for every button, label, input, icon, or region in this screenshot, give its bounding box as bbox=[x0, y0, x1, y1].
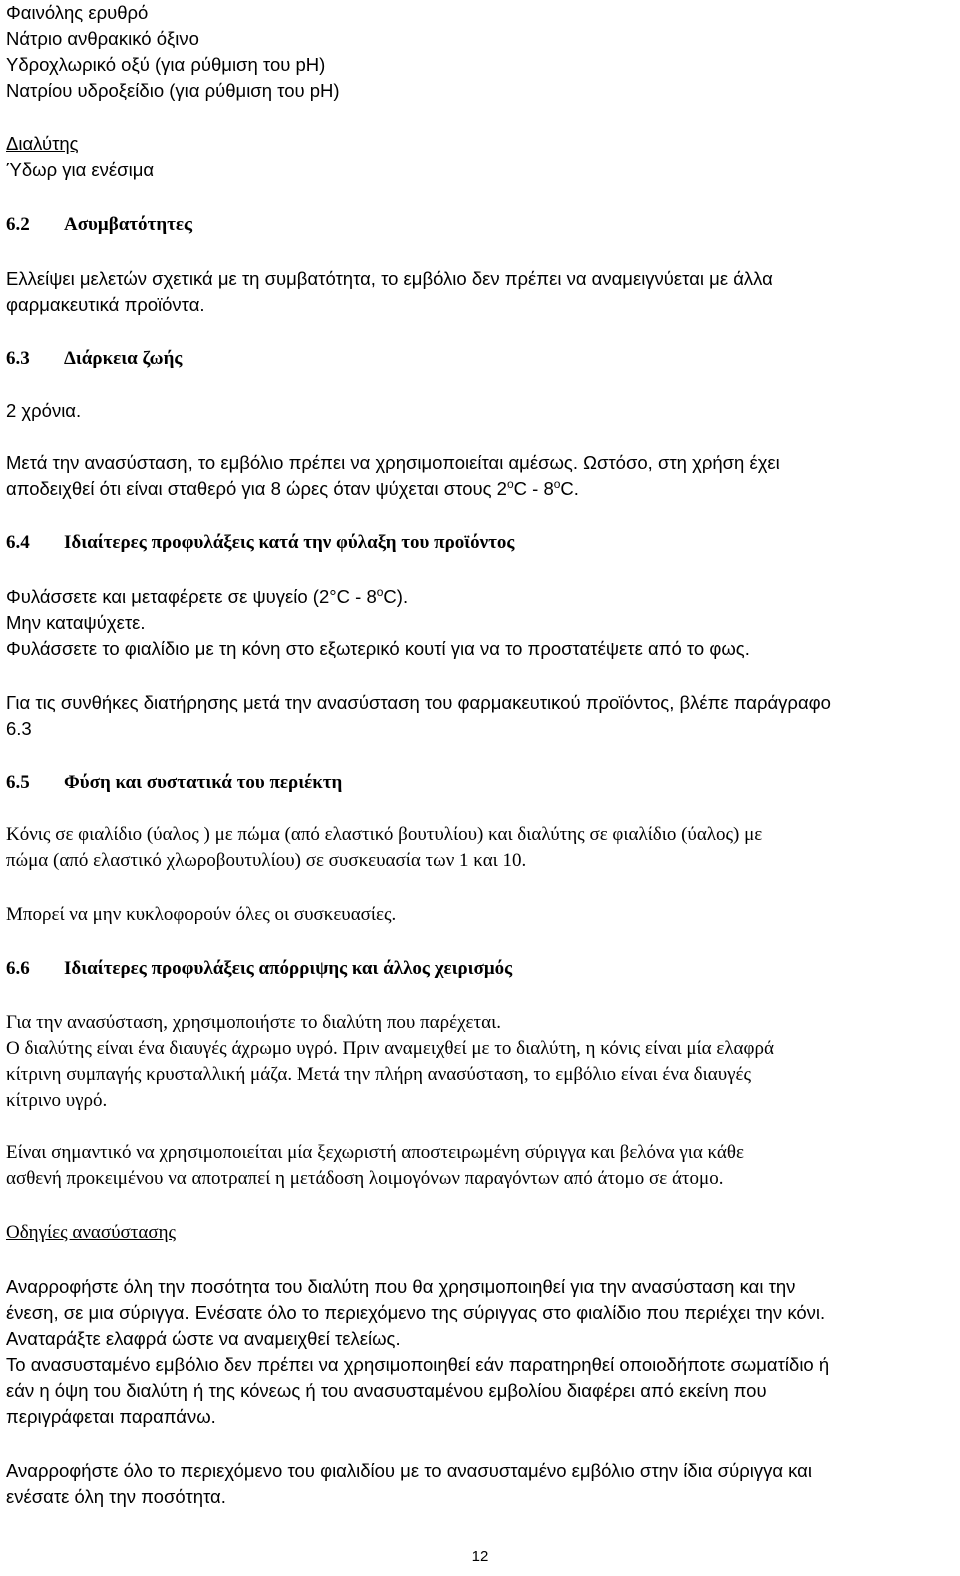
text-run: Φυλάσσετε και μεταφέρετε σε ψυγείο (2°C - 8 bbox=[6, 586, 377, 607]
paragraph-line: Είναι σημαντικό να χρησιμοποιείται μία ξεχωριστή αποστειρωμένη σύριγγα και βελόνα για κάθε bbox=[6, 1142, 744, 1163]
section-title: Διάρκεια ζωής bbox=[64, 348, 183, 369]
section-title: Ιδιαίτερες προφυλάξεις απόρριψης και άλλος χειρισμός bbox=[64, 958, 513, 979]
degree-sup: o bbox=[506, 476, 514, 491]
paragraph-line: 6.3 bbox=[6, 718, 32, 739]
section-title: Ιδιαίτερες προφυλάξεις κατά την φύλαξη του προϊόντος bbox=[64, 532, 515, 553]
paragraph-line: Για την ανασύσταση, χρησιμοποιήστε το διαλύτη που παρέχεται. bbox=[6, 1012, 501, 1033]
paragraph-line: Αναρροφήστε όλο το περιεχόμενο του φιαλιδίου με το ανασυσταμένο εμβόλιο στην ίδια σύριγγα και bbox=[6, 1460, 812, 1481]
paragraph-line: Ο διαλύτης είναι ένα διαυγές άχρωμο υγρό. Πριν αναμειχθεί με το διαλύτη, η κόνις είναι μία ελαφρά bbox=[6, 1038, 774, 1059]
paragraph-line: Κόνις σε φιαλίδιο (ύαλος ) με πώμα (από ελαστικό βουτυλίου) και διαλύτης σε φιαλίδιο (ύαλος) με bbox=[6, 824, 763, 845]
text-run: αποδειχθεί ότι είναι σταθερό για 8 ώρες όταν ψύχεται στους 2 bbox=[6, 478, 507, 499]
excipient-line: Νάτριο ανθρακικό όξινο bbox=[6, 28, 199, 49]
paragraph-line: ένεση, σε μια σύριγγα. Ενέσατε όλο το περιεχόμενο της σύριγγας στο φιαλίδιο που περιέχει την κόνι. bbox=[6, 1302, 826, 1323]
section-title: Φύση και συστατικά του περιέκτη bbox=[64, 772, 343, 793]
paragraph-line: Μετά την ανασύσταση, το εμβόλιο πρέπει να χρησιμοποιείται αμέσως. Ωστόσο, στη χρήση έχει bbox=[6, 452, 780, 473]
excipient-line: Υδροχλωρικό οξύ (για ρύθμιση του pH) bbox=[6, 54, 326, 75]
page-number: 12 bbox=[471, 1548, 489, 1565]
excipient-line: Νατρίου υδροξείδιο (για ρύθμιση του pH) bbox=[6, 80, 340, 101]
section-number: 6.2 bbox=[6, 214, 30, 235]
paragraph-line: Αναταράξτε ελαφρά ώστε να αναμειχθεί τελείως. bbox=[6, 1328, 401, 1349]
paragraph-line: Για τις συνθήκες διατήρησης μετά την ανασύσταση του φαρμακευτικού προϊόντος, βλέπε παράγραφο bbox=[6, 692, 831, 713]
reconstitution-heading: Οδηγίες ανασύστασης bbox=[6, 1222, 177, 1243]
paragraph-line: Φυλάσσετε το φιαλίδιο με τη κόνη στο εξωτερικό κουτί για να το προστατέψετε από το φως. bbox=[6, 638, 750, 659]
section-number: 6.3 bbox=[6, 348, 30, 369]
paragraph-line: Μπορεί να μην κυκλοφορούν όλες οι συσκευασίες. bbox=[6, 904, 397, 925]
text-run: C. bbox=[560, 478, 579, 499]
paragraph-line bbox=[6, 584, 408, 610]
section-heading-6-6 bbox=[6, 956, 512, 982]
paragraph-line bbox=[6, 476, 579, 502]
paragraph-line: εάν η όψη του διαλύτη ή της κόνεως ή του ανασυσταμένου εμβολίου διαφέρει από εκείνη που bbox=[6, 1380, 767, 1401]
section-heading-6-5 bbox=[6, 770, 342, 796]
text-run: C - 8 bbox=[513, 478, 554, 499]
section-number: 6.4 bbox=[6, 532, 30, 553]
degree-sup: o bbox=[376, 584, 384, 599]
paragraph-line: κίτρινο υγρό. bbox=[6, 1090, 108, 1111]
paragraph-line: κίτρινη συμπαγής κρυσταλλική μάζα. Μετά την πλήρη ανασύσταση, το εμβόλιο είναι ένα διαυγές bbox=[6, 1064, 751, 1085]
paragraph-line: 2 χρόνια. bbox=[6, 400, 82, 421]
solvent-text: Ύδωρ για ενέσιμα bbox=[6, 159, 155, 180]
solvent-heading: Διαλύτης bbox=[6, 133, 79, 154]
section-heading-6-4 bbox=[6, 530, 514, 556]
section-number: 6.5 bbox=[6, 772, 30, 793]
paragraph-line: ενέσατε όλη την ποσότητα. bbox=[6, 1486, 226, 1507]
text-run: C). bbox=[383, 586, 409, 607]
paragraph-line: Ελλείψει μελετών σχετικά με τη συμβατότητα, το εμβόλιο δεν πρέπει να αναμειγνύεται με άλλα bbox=[6, 268, 773, 289]
paragraph-line: φαρμακευτικά προϊόντα. bbox=[6, 294, 205, 315]
paragraph-line: περιγράφεται παραπάνω. bbox=[6, 1406, 216, 1427]
paragraph-line: Αναρροφήστε όλη την ποσότητα του διαλύτη που θα χρησιμοποιηθεί για την ανασύσταση και την bbox=[6, 1276, 796, 1297]
degree-sup: o bbox=[553, 476, 561, 491]
paragraph-line: ασθενή προκειμένου να αποτραπεί η μετάδοση λοιμογόνων παραγόντων από άτομο σε άτομο. bbox=[6, 1168, 724, 1189]
excipient-line: Φαινόλης ερυθρό bbox=[6, 2, 149, 23]
paragraph-line: Μην καταψύχετε. bbox=[6, 612, 146, 633]
paragraph-line: Το ανασυσταμένο εμβόλιο δεν πρέπει να χρησιμοποιηθεί εάν παρατηρηθεί οποιοδήποτε σωματίδιο ή bbox=[6, 1354, 830, 1375]
section-number: 6.6 bbox=[6, 958, 30, 979]
section-heading-6-2 bbox=[6, 212, 192, 238]
section-title: Ασυμβατότητες bbox=[64, 214, 192, 235]
section-heading-6-3 bbox=[6, 346, 182, 372]
paragraph-line: πώμα (από ελαστικό χλωροβουτυλίου) σε συσκευασία των 1 και 10. bbox=[6, 850, 527, 871]
